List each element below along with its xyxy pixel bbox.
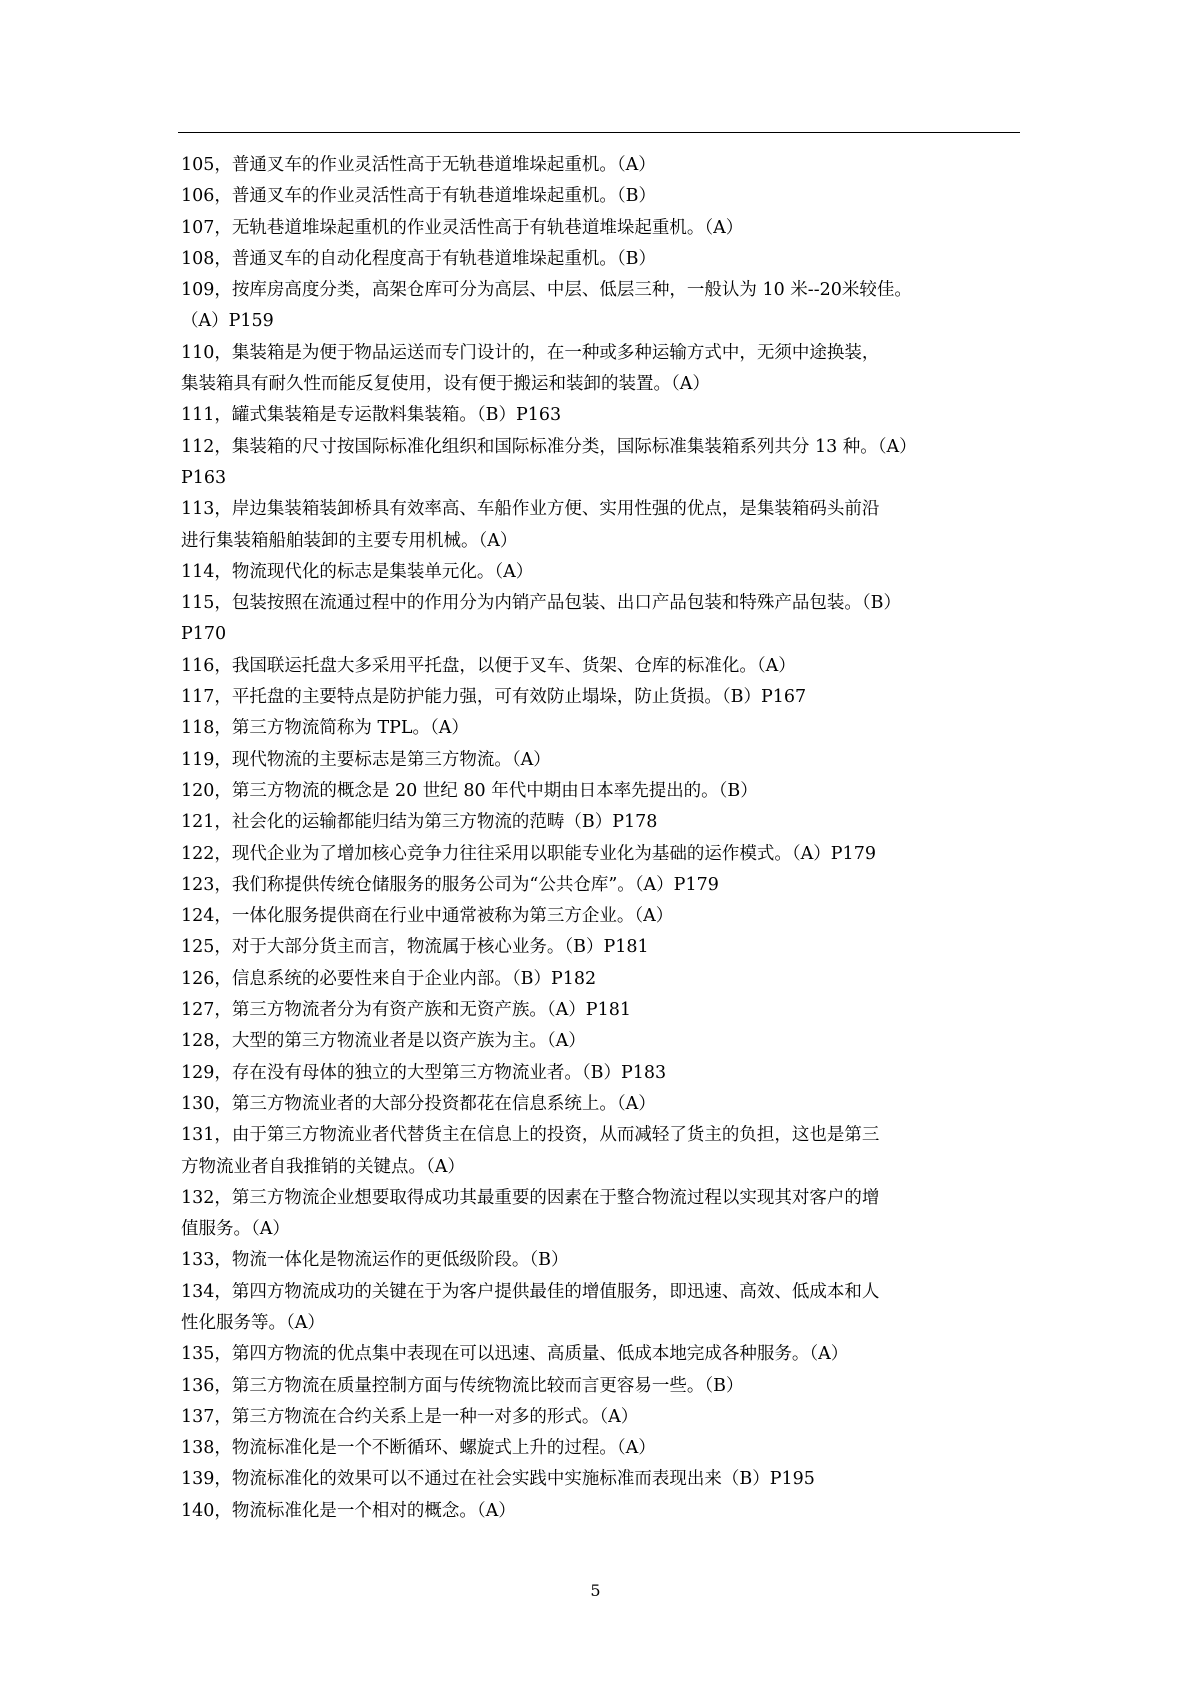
text-line: 110，集装箱是为便于物品运送而专门设计的，在一种或多种运输方式中，无须中途换装， [181, 342, 880, 363]
text-line: 121，社会化的运输都能归结为第三方物流的范畴（B）P178 [181, 812, 658, 833]
page-number: 5 [590, 1581, 601, 1600]
text-line: 116，我国联运托盘大多采用平托盘，以便于叉车、货架、仓库的标准化。（A） [181, 655, 796, 676]
text-line: 123，我们称提供传统仓储服务的服务公司为“公共仓库”。（A）P179 [181, 874, 719, 895]
text-line: （A）P159 [181, 311, 274, 332]
text-line: 119，现代物流的主要标志是第三方物流。（A） [181, 749, 551, 770]
text-line: 106，普通叉车的作业灵活性高于有轨巷道堆垛起重机。（B） [181, 186, 657, 207]
text-line: 107，无轨巷道堆垛起重机的作业灵活性高于有轨巷道堆垛起重机。（A） [181, 217, 744, 238]
text-line: 131，由于第三方物流业者代替货主在信息上的投资，从而减轻了货主的负担，这也是第三 [181, 1125, 880, 1146]
header-rule [178, 132, 1020, 133]
text-line: 129，存在没有母体的独立的大型第三方物流业者。（B）P183 [181, 1062, 667, 1083]
text-line: 117，平托盘的主要特点是防护能力强，可有效防止塌垛，防止货损。（B）P167 [181, 687, 807, 708]
text-line: 120，第三方物流的概念是 20 世纪 80 年代中期由日本率先提出的。（B） [181, 780, 758, 801]
text-line: 113，岸边集装箱装卸桥具有效率高、车船作业方便、实用性强的优点，是集装箱码头前沿 [181, 499, 880, 520]
text-line: 方物流业者自我推销的关键点。（A） [181, 1156, 465, 1177]
text-line: 128，大型的第三方物流业者是以资产族为主。（A） [181, 1031, 586, 1052]
text-line: 109，按库房高度分类，高架仓库可分为高层、中层、低层三种，一般认为 10 米--20米较佳。 [181, 280, 912, 301]
text-line: 132，第三方物流企业想要取得成功其最重要的因素在于整合物流过程以实现其对客户的增 [181, 1187, 880, 1208]
text-line: 性化服务等。（A） [181, 1312, 325, 1333]
text-line: 137，第三方物流在合约关系上是一种一对多的形式。（A） [181, 1406, 639, 1427]
text-line: 140，物流标准化是一个相对的概念。（A） [181, 1500, 516, 1521]
text-line: 112，集装箱的尺寸按国际标准化组织和国际标准分类，国际标准集装箱系列共分 13 种。（A） [181, 436, 917, 457]
text-line: 136，第三方物流在质量控制方面与传统物流比较而言更容易一些。（B） [181, 1375, 744, 1396]
text-line: 122，现代企业为了增加核心竞争力往往采用以职能专业化为基础的运作模式。（A）P179 [181, 843, 876, 864]
question-list [181, 150, 1021, 1527]
text-line: 138，物流标准化是一个不断循环、螺旋式上升的过程。（A） [181, 1438, 656, 1459]
text-line: P170 [181, 624, 227, 645]
text-line: 133，物流一体化是物流运作的更低级阶段。（B） [181, 1250, 569, 1271]
text-line: 125，对于大部分货主而言，物流属于核心业务。（B）P181 [181, 937, 649, 958]
text-line: 127，第三方物流者分为有资产族和无资产族。（A）P181 [181, 1000, 631, 1021]
text-line: 118，第三方物流简称为 TPL。（A） [181, 718, 469, 739]
text-line: 集装箱具有耐久性而能反复使用，设有便于搬运和装卸的装置。（A） [181, 374, 710, 395]
text-line: 108，普通叉车的自动化程度高于有轨巷道堆垛起重机。（B） [181, 248, 657, 269]
text-line: 111，罐式集装箱是专运散料集装箱。（B）P163 [181, 405, 562, 426]
text-line: 139，物流标准化的效果可以不通过在社会实践中实施标准而表现出来（B）P195 [181, 1469, 815, 1490]
text-line: 124，一体化服务提供商在行业中通常被称为第三方企业。（A） [181, 906, 674, 927]
text-line: P163 [181, 467, 227, 488]
text-line: 115，包装按照在流通过程中的作用分为内销产品包装、出口产品包装和特殊产品包装。（B） [181, 593, 902, 614]
text-line: 105，普通叉车的作业灵活性高于无轨巷道堆垛起重机。（A） [181, 155, 656, 175]
text-line: 进行集装箱船舶装卸的主要专用机械。（A） [181, 530, 518, 551]
text-line: 126，信息系统的必要性来自于企业内部。（B）P182 [181, 968, 597, 989]
text-line: 134，第四方物流成功的关键在于为客户提供最佳的增值服务，即迅速、高效、低成本和人 [181, 1281, 880, 1302]
text-line: 值服务。（A） [181, 1219, 290, 1240]
text-line: 135，第四方物流的优点集中表现在可以迅速、高质量、低成本地完成各种服务。（A） [181, 1344, 849, 1365]
text-line: 130，第三方物流业者的大部分投资都花在信息系统上。（A） [181, 1093, 656, 1114]
text-line: 114，物流现代化的标志是集装单元化。（A） [181, 561, 534, 582]
